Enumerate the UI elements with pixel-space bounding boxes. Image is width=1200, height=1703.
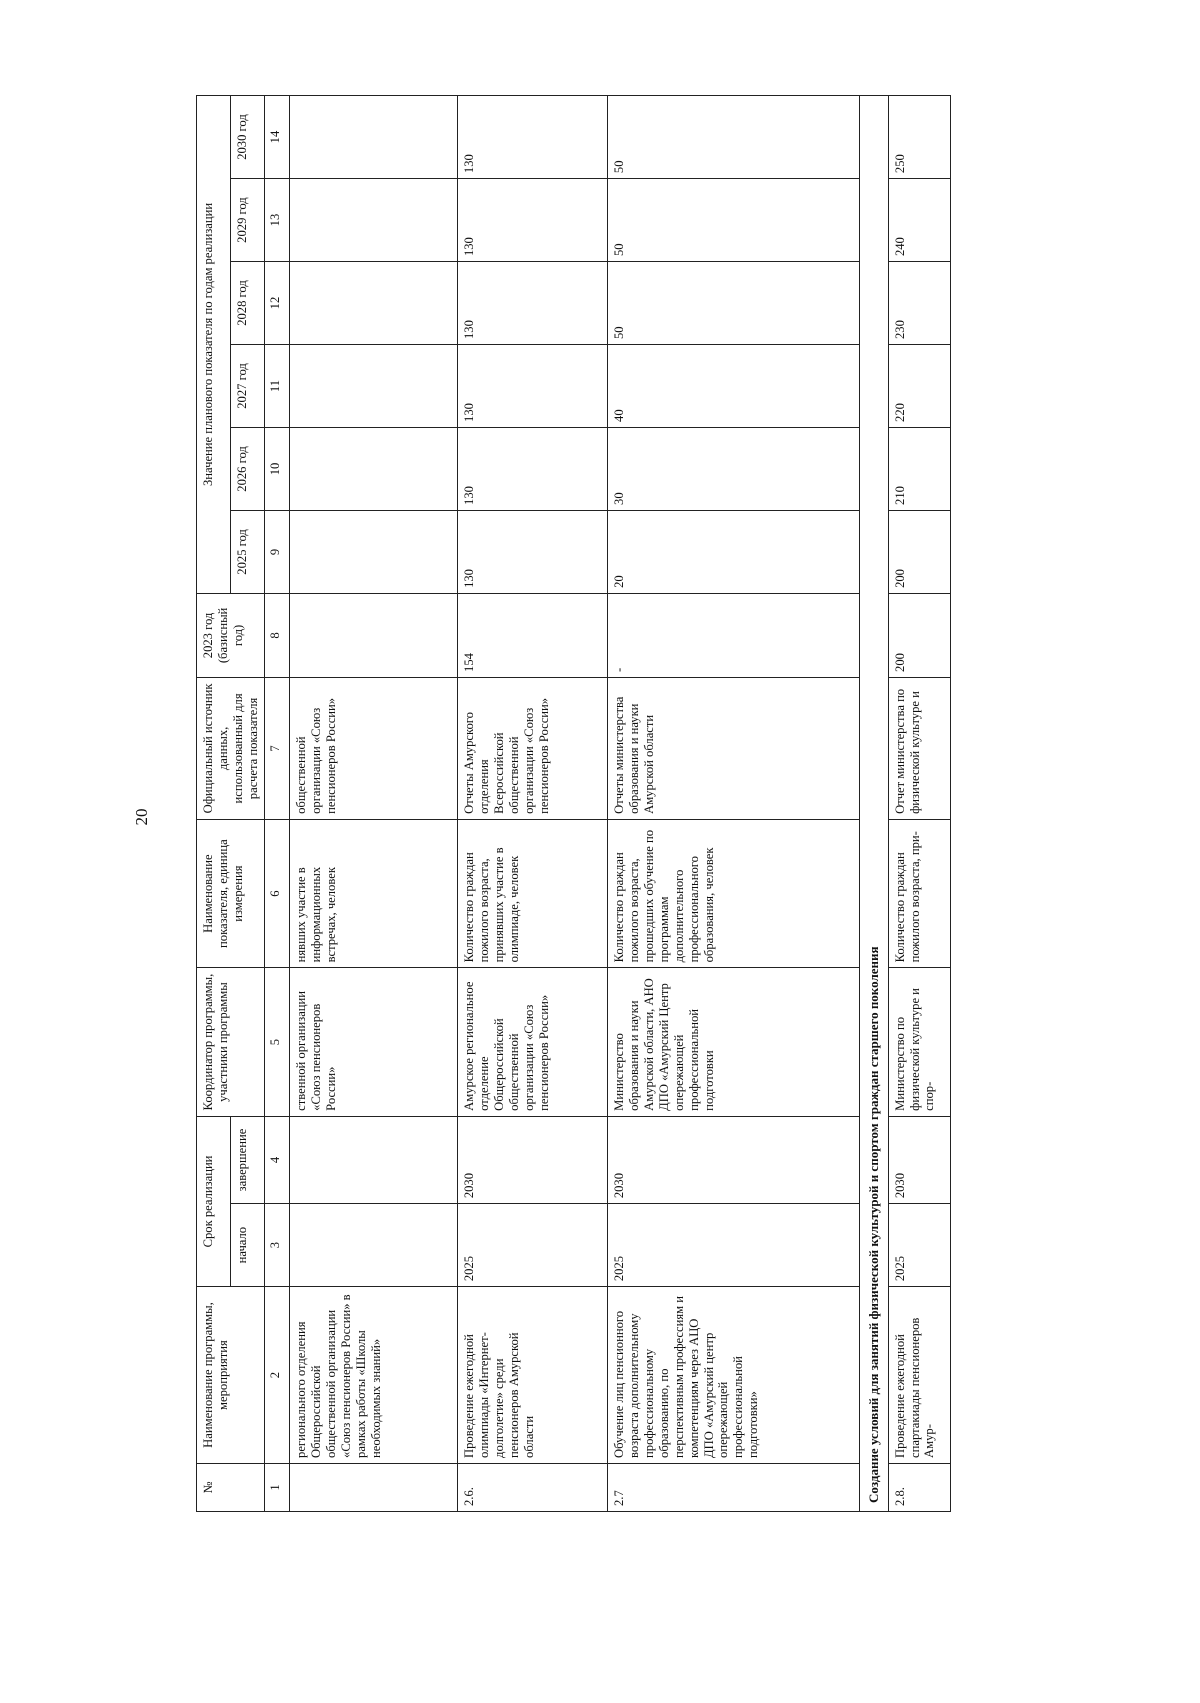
row-value-2030: 130 xyxy=(458,96,608,179)
row-indicator: нявших участие в информационных встречах, человек xyxy=(290,819,458,967)
row-source: Отчеты Амурского отделения Всероссийской общественной организации «Союз пенсионеров России» xyxy=(458,677,608,819)
column-number: 11 xyxy=(265,345,290,428)
row-num: 2.6. xyxy=(458,1463,608,1511)
column-number: 6 xyxy=(265,819,290,967)
header-end: завершение xyxy=(231,1116,265,1203)
row-value-2029 xyxy=(290,179,458,262)
header-period: Срок реализации xyxy=(197,1116,231,1286)
row-value-2030: 50 xyxy=(608,96,860,179)
row-value-2028 xyxy=(290,262,458,345)
table-row xyxy=(608,96,860,1512)
header-year-2029: 2029 год xyxy=(231,179,265,262)
row-num: 2.7 xyxy=(608,1463,860,1511)
row-value-2029: 50 xyxy=(608,179,860,262)
row-value-2029: 240 xyxy=(888,179,950,262)
header-base-year: 2023 год (базисный год) xyxy=(197,593,265,677)
row-name: регионального отделения Общероссийской общественной организации «Союз пенсионеров России» в рамках работы «Школы необходимых знаний» xyxy=(290,1287,458,1464)
row-value-2025: 200 xyxy=(888,510,950,593)
row-num xyxy=(290,1463,458,1511)
column-number: 14 xyxy=(265,96,290,179)
header-source: Официальный источник данных, использованный для расчета показателя xyxy=(197,677,265,819)
section-title: Создание условий для занятий физической культурой и спортом граждан старшего поколения xyxy=(860,96,888,1512)
row-start: 2025 xyxy=(888,1204,950,1287)
row-coordinator: Амурское региональное отделение Общероссийской общественной организации «Союз пенсионеров России» xyxy=(458,968,608,1116)
row-start: 2025 xyxy=(608,1204,860,1287)
row-value-2027: 220 xyxy=(888,345,950,428)
row-value-2026 xyxy=(290,427,458,510)
row-end: 2030 xyxy=(608,1116,860,1203)
column-number: 2 xyxy=(265,1287,290,1464)
indicator-table xyxy=(196,95,951,1512)
row-start xyxy=(290,1204,458,1287)
row-num: 2.8. xyxy=(888,1463,950,1511)
row-end xyxy=(290,1116,458,1203)
row-end: 2030 xyxy=(458,1116,608,1203)
column-number: 5 xyxy=(265,968,290,1116)
row-source: общественной организации «Союз пенсионеров России» xyxy=(290,677,458,819)
row-value-2026: 210 xyxy=(888,427,950,510)
row-coordinator: ственной организации «Союз пенсионеров России» xyxy=(290,968,458,1116)
row-base: 200 xyxy=(888,593,950,677)
header-start: начало xyxy=(231,1204,265,1287)
row-value-2027: 40 xyxy=(608,345,860,428)
column-number: 8 xyxy=(265,593,290,677)
table-row xyxy=(888,96,950,1512)
row-end: 2030 xyxy=(888,1116,950,1203)
row-name: Проведение ежегодной спартакиады пенсионеров Амур- xyxy=(888,1287,950,1464)
row-value-2028: 50 xyxy=(608,262,860,345)
row-name: Обучение лиц пенсионного возраста дополнительному профессиональному образованию, по перспективным профессиям и компетенциям через АЦО ДПО «Амурский центр опережающей профессиональной подготовки» xyxy=(608,1287,860,1464)
row-value-2025: 130 xyxy=(458,510,608,593)
header-year-2028: 2028 год xyxy=(231,262,265,345)
row-value-2030 xyxy=(290,96,458,179)
row-start: 2025 xyxy=(458,1204,608,1287)
column-number-row xyxy=(265,96,290,1512)
row-source: Отчет министерства по физической культуре и xyxy=(888,677,950,819)
row-value-2025 xyxy=(290,510,458,593)
header-plan: Значение планового показателя по годам реализации xyxy=(197,96,231,594)
header-indicator: Наименование показателя, единица измерения xyxy=(197,819,265,967)
header-year-2027: 2027 год xyxy=(231,345,265,428)
row-coordinator: Министерство образования и науки Амурской области, АНО ДПО «Амурский Центр опережающей профессиональной подготовки xyxy=(608,968,860,1116)
column-number: 3 xyxy=(265,1204,290,1287)
row-value-2028: 230 xyxy=(888,262,950,345)
column-number: 12 xyxy=(265,262,290,345)
row-source: Отчеты министерства образования и науки Амурской области xyxy=(608,677,860,819)
header-coordinator: Координатор программы, участники программы xyxy=(197,968,265,1116)
column-number: 7 xyxy=(265,677,290,819)
row-indicator: Количество граждан пожилого возраста, прошедших обучение по программам дополнительного профессионального образования, человек xyxy=(608,819,860,967)
table-row xyxy=(458,96,608,1512)
header-year-2030: 2030 год xyxy=(231,96,265,179)
header-name: Наименование программы, мероприятия xyxy=(197,1287,265,1464)
section-row xyxy=(860,96,888,1512)
row-value-2027 xyxy=(290,345,458,428)
row-value-2026: 130 xyxy=(458,427,608,510)
row-value-2028: 130 xyxy=(458,262,608,345)
header-year-2025: 2025 год xyxy=(231,510,265,593)
page-number: 20 xyxy=(132,808,151,826)
row-name: Проведение ежегодной олимпиады «Интернет-долголетие» среди пенсионеров Амурской области xyxy=(458,1287,608,1464)
row-value-2025: 20 xyxy=(608,510,860,593)
row-indicator: Количество граждан пожилого возраста, принявших участие в олимпиаде, человек xyxy=(458,819,608,967)
row-value-2029: 130 xyxy=(458,179,608,262)
row-value-2030: 250 xyxy=(888,96,950,179)
row-value-2026: 30 xyxy=(608,427,860,510)
row-coordinator: Министерство по физической культуре и спор- xyxy=(888,968,950,1116)
header-year-2026: 2026 год xyxy=(231,427,265,510)
table-row xyxy=(290,96,458,1512)
column-number: 9 xyxy=(265,510,290,593)
rotated-table-container xyxy=(196,95,1078,1512)
row-indicator: Количество граждан пожилого возраста, при- xyxy=(888,819,950,967)
row-value-2027: 130 xyxy=(458,345,608,428)
header-num: № xyxy=(197,1463,265,1511)
row-base: 154 xyxy=(458,593,608,677)
column-number: 13 xyxy=(265,179,290,262)
row-base: - xyxy=(608,593,860,677)
row-base xyxy=(290,593,458,677)
column-number: 4 xyxy=(265,1116,290,1203)
column-number: 1 xyxy=(265,1463,290,1511)
column-number: 10 xyxy=(265,427,290,510)
